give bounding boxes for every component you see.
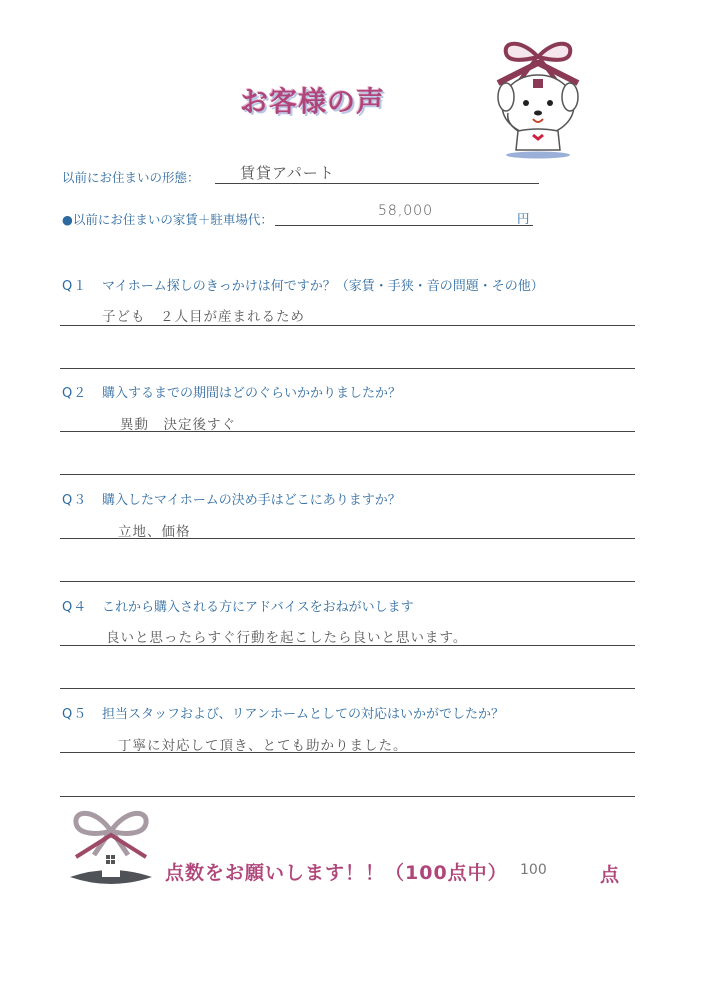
answer-line: [60, 752, 635, 753]
housing-type-line: [215, 183, 539, 184]
question-text: 購入したマイホームの決め手はどこにありますか？: [102, 493, 401, 508]
question-text: 購入するまでの期間はどのぐらいかかりましたか？: [102, 386, 402, 401]
answer-line: [60, 645, 635, 646]
answer-text: 子ども ２人目が産まれるため: [102, 309, 305, 325]
score-unit: 点: [600, 864, 620, 886]
rent-value: 58,000: [378, 203, 433, 219]
question-number: Q４: [62, 600, 88, 615]
score-label: 点数をお願いします！！（100点中）: [165, 862, 508, 884]
housing-type-label: 以前にお住まいの形態：: [62, 170, 200, 185]
answer-line: [60, 796, 635, 797]
page-title: お客様の声: [240, 85, 386, 118]
rent-line: [275, 225, 533, 226]
answer-text: 異動 決定後すぐ: [120, 417, 236, 433]
ribbon-house-logo-icon: [68, 805, 154, 891]
rent-label: ●以前にお住まいの家賃＋駐車場代：: [62, 212, 273, 227]
question-number: Q２: [62, 386, 88, 401]
answer-line: [60, 538, 635, 539]
answer-line: [60, 474, 635, 475]
rent-unit: 円: [517, 211, 530, 226]
question-text: マイホーム探しのきっかけは何ですか？（家賃・手狭・音の問題・その他）: [102, 279, 544, 294]
answer-text: 立地、価格: [118, 524, 191, 540]
question-number: Q１: [62, 279, 88, 294]
question-text: 担当スタッフおよび、リアンホームとしての対応はいかがでしたか？: [102, 707, 504, 722]
answer-text: 丁寧に対応して頂き、とても助かりました。: [118, 738, 408, 754]
question-number: Q５: [62, 707, 88, 722]
answer-line: [60, 325, 635, 326]
score-value: 100: [520, 862, 547, 878]
answer-text: 良いと思ったらすぐ行動を起こしたら良いと思います。: [106, 630, 468, 646]
housing-type-value: 賃貸アパート: [240, 164, 335, 182]
ribbon-house-mascot-icon: [488, 35, 588, 160]
answer-line: [60, 581, 635, 582]
answer-line: [60, 368, 635, 369]
question-number: Q３: [62, 493, 88, 508]
answer-line: [60, 431, 635, 432]
question-text: これから購入される方にアドバイスをおねがいします: [102, 600, 414, 615]
answer-line: [60, 688, 635, 689]
